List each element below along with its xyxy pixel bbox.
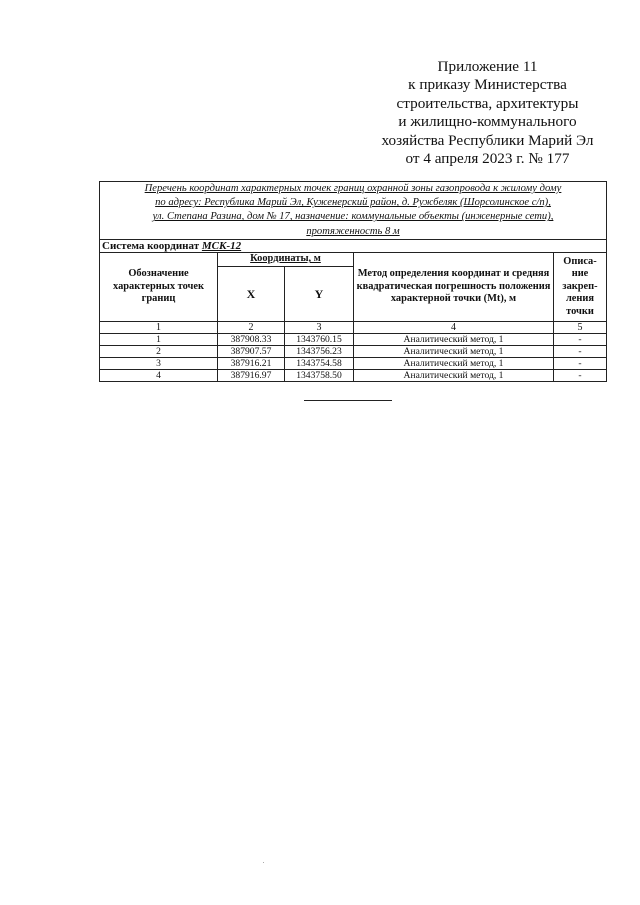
cell-point: 3 [100, 357, 218, 369]
appendix-line: Приложение 11 [437, 58, 538, 75]
header-y: Y [285, 266, 354, 321]
table-title-line: Перечень координат характерных точек границ охранной зоны газопровода к жилому дому [144, 183, 562, 194]
separator-line [304, 400, 392, 401]
cell-desc: - [554, 345, 607, 357]
header-method: Метод определения координат и средняя квадратическая погрешность положения характерной точки (Mt), м [354, 252, 554, 321]
appendix-line: от 4 апреля 2023 г. № 177 [405, 150, 570, 168]
header-desc: Описа-ние закреп-ления точки [554, 252, 607, 321]
cell-x: 387907.57 [218, 345, 285, 357]
cell-desc: - [554, 333, 607, 345]
cell-x: 387916.21 [218, 357, 285, 369]
cell-y: 1343758.50 [285, 369, 354, 381]
cell-point: 1 [100, 333, 218, 345]
cell-point: 2 [100, 345, 218, 357]
table-row [100, 333, 607, 345]
cell-y: 1343754.58 [285, 357, 354, 369]
table-row [100, 357, 607, 369]
table-row [100, 369, 607, 381]
appendix-line: к приказу Министерства [408, 76, 567, 94]
table-row [100, 345, 607, 357]
cell-desc: - [554, 357, 607, 369]
cell-method: Аналитический метод, 1 [354, 333, 554, 345]
cell-point: 4 [100, 369, 218, 381]
table-title-line: ул. Степана Разина, дом № 17, назначение: коммунальные объекты (инженерные сети), [152, 211, 554, 223]
header-x: X [218, 266, 285, 321]
column-number: 1 [100, 321, 218, 333]
column-number: 2 [218, 321, 285, 333]
table-title-line: протяженность 8 м [306, 225, 400, 237]
coordinate-system-label: Система координат [102, 239, 200, 252]
cell-x: 387908.33 [218, 333, 285, 345]
scan-speck [263, 862, 264, 863]
header-coords: Координаты, м [218, 252, 354, 266]
table-title [100, 182, 607, 240]
cell-method: Аналитический метод, 1 [354, 345, 554, 357]
column-number: 3 [285, 321, 354, 333]
cell-method: Аналитический метод, 1 [354, 369, 554, 381]
column-number: 4 [354, 321, 554, 333]
cell-desc: - [554, 369, 607, 381]
cell-x: 387916.97 [218, 369, 285, 381]
cell-y: 1343760.15 [285, 333, 354, 345]
column-number: 5 [554, 321, 607, 333]
appendix-line: хозяйства Республики Марий Эл [381, 131, 594, 149]
coordinate-system [100, 239, 607, 252]
appendix-line: строительства, архитектуры [396, 94, 579, 112]
coordinate-system-value: МСК-12 [201, 239, 242, 252]
header-point: Обозначение характерных точек границ [100, 252, 218, 321]
cell-method: Аналитический метод, 1 [354, 357, 554, 369]
table-title-line: по адресу: Республика Марий Эл, Куженерский район, д. Ружбеляк (Шорсолинское с/п), [155, 197, 551, 209]
cell-y: 1343756.23 [285, 345, 354, 357]
appendix-header [360, 58, 615, 168]
coordinates-table [99, 181, 607, 382]
appendix-line: и жилищно-коммунального [398, 113, 577, 131]
